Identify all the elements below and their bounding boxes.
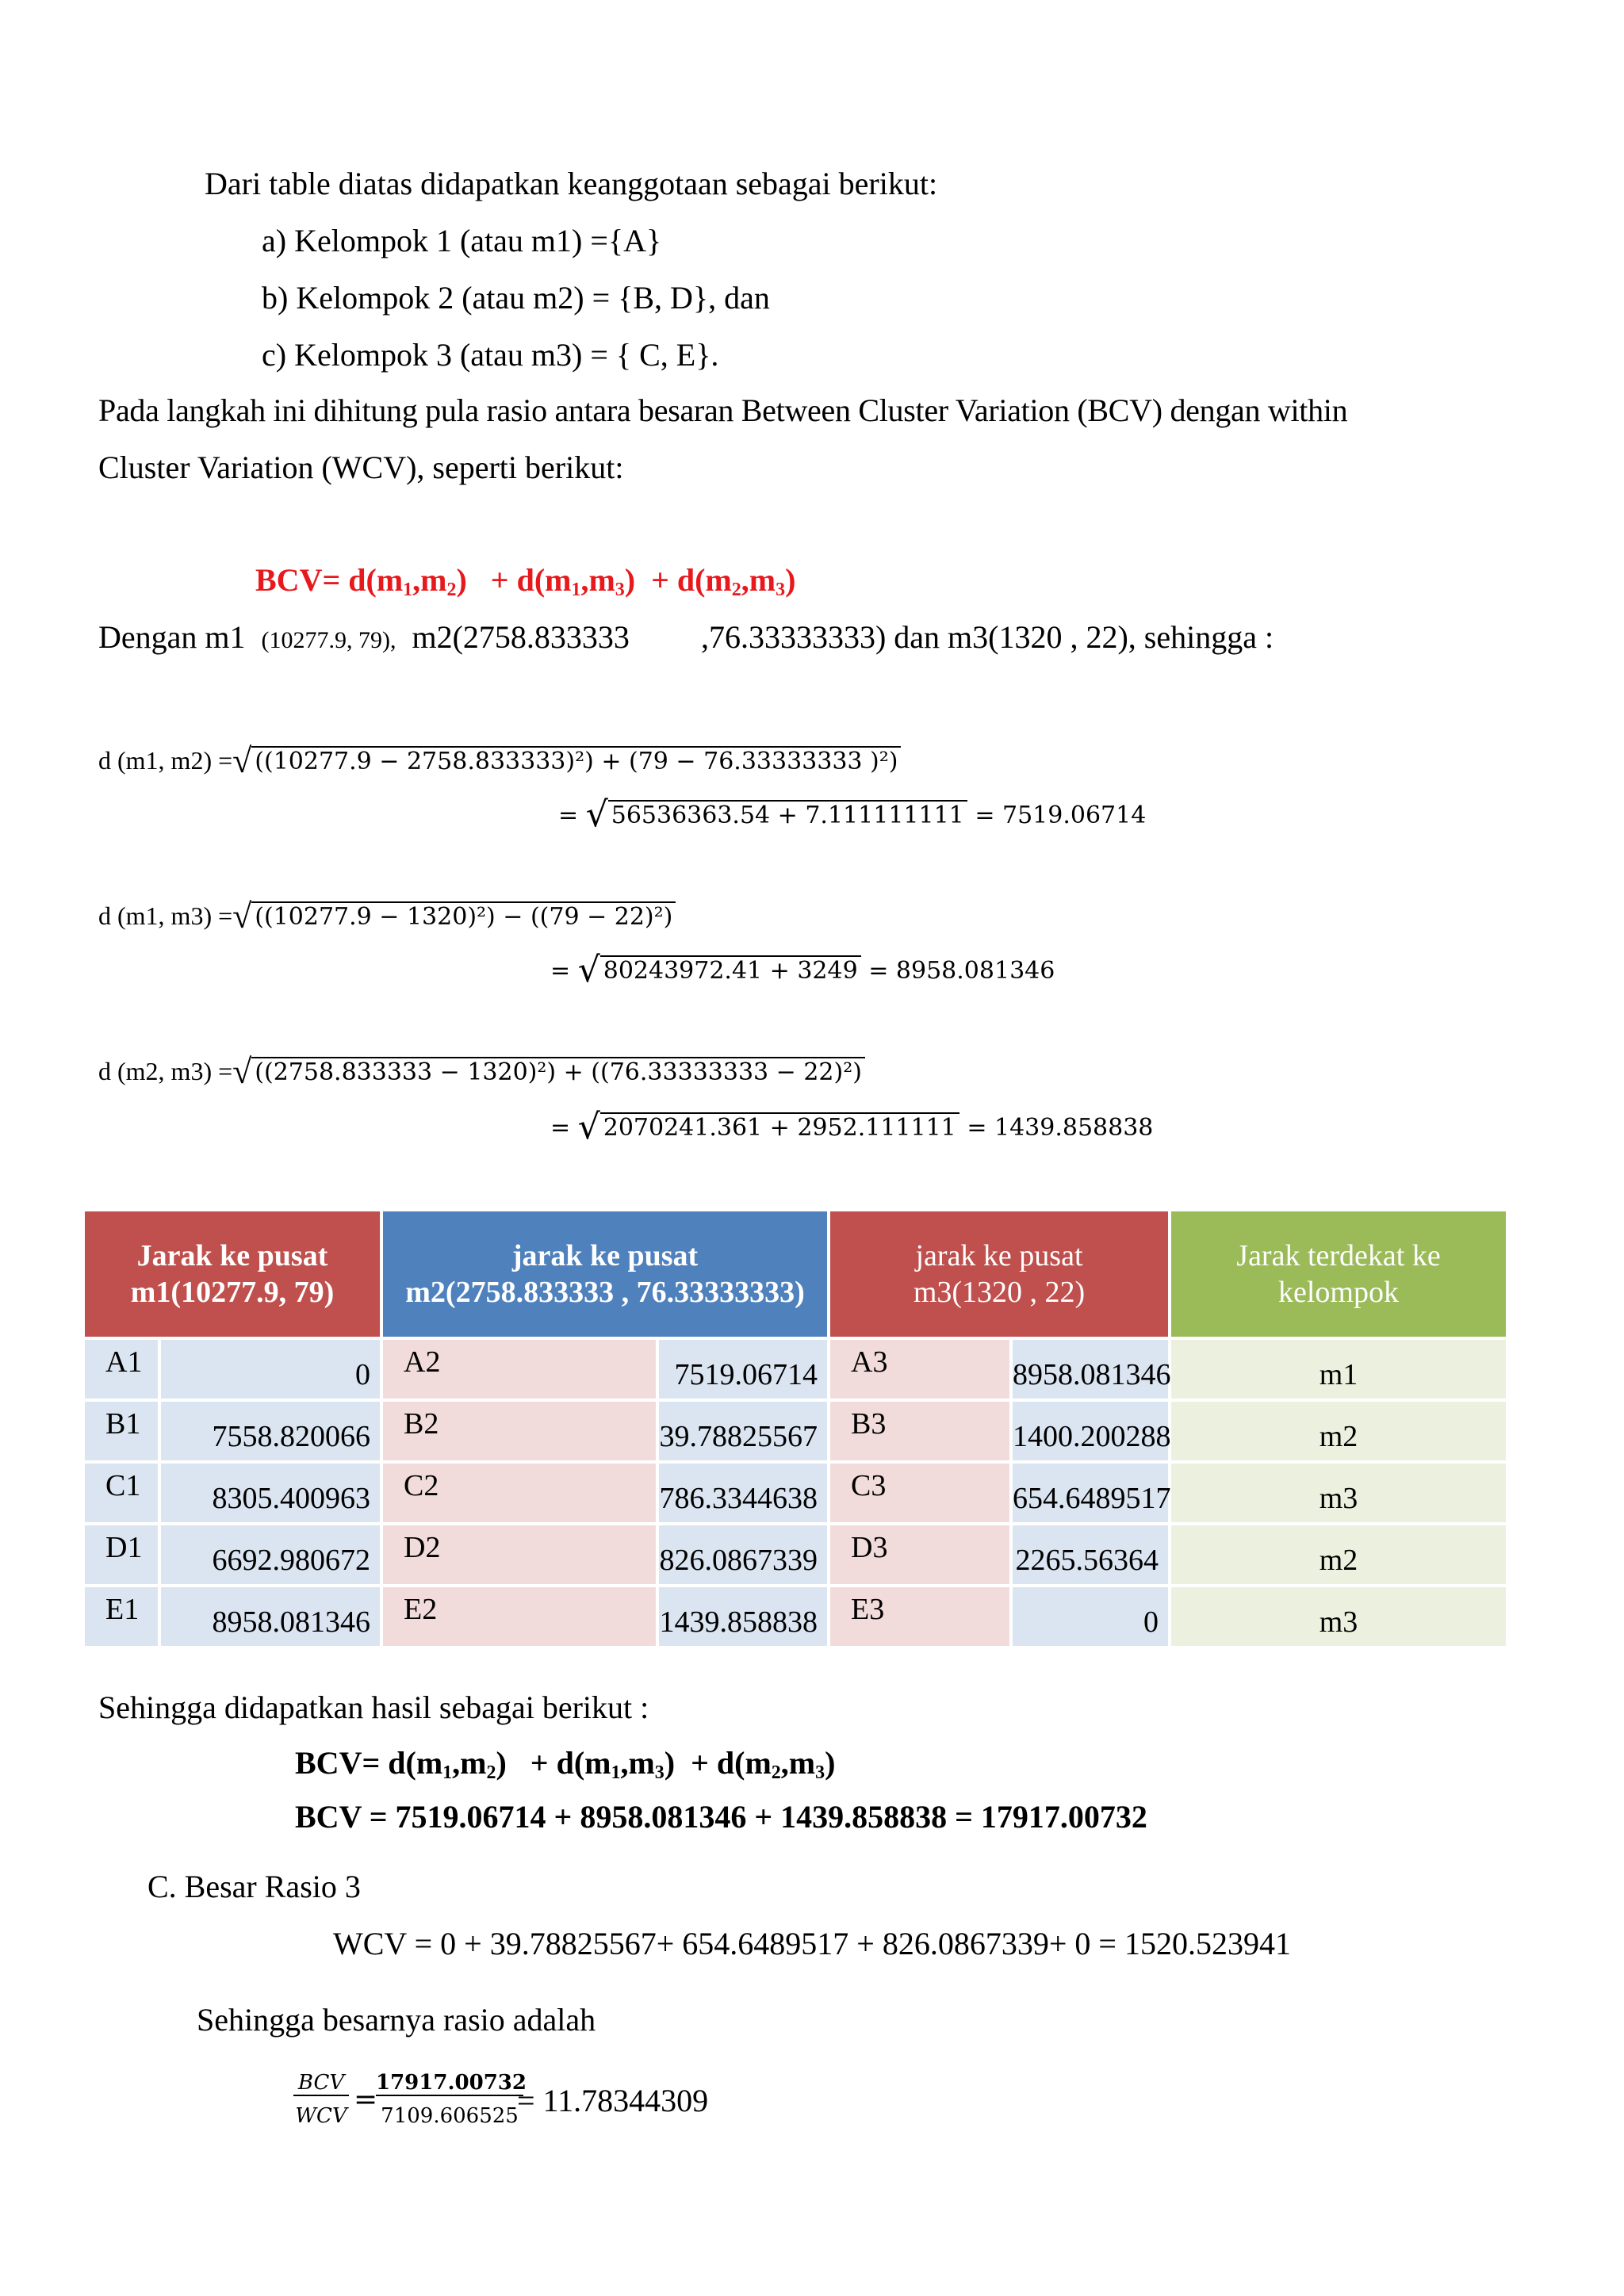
distance-value: 826.0867339 — [659, 1525, 827, 1584]
row-label: A2 — [383, 1340, 656, 1399]
bcv-formula-red: $BCV= d(m_1,m_2) + d(m_1,m_3) + d(m_2,m_3)$ — [255, 562, 796, 600]
distance-result: = √ 80243972.41 + 3249 = 8958.081346 — [550, 950, 1055, 990]
list-item: b) Kelompok 2 (atau m2) = {B, D}, dan — [262, 280, 770, 316]
cluster-value: m2 — [1171, 1402, 1506, 1460]
frac-numerator-label: BCV — [293, 2071, 349, 2096]
list-item: a) Kelompok 1 (atau m1) ={A} — [262, 223, 662, 258]
distance-value: 8958.081346 — [1013, 1340, 1168, 1399]
frac-denominator-label: WCV — [295, 2104, 347, 2128]
bcv-formula: $BCV= d(m_1,m_2) + d(m_1,m_3) + d(m_2,m_3)$ — [295, 1745, 836, 1783]
distance-value: 7519.06714 — [659, 1340, 827, 1399]
rasio-line: Sehingga besarnya rasio adalah — [197, 2002, 596, 2038]
row-label: C3 — [830, 1464, 1009, 1522]
equals-sign: = — [354, 2084, 378, 2116]
intro-line: Dari table diatas didapatkan keanggotaan sebagai berikut: — [205, 166, 938, 201]
distance-label: d (m1, m3) =√ ((10277.9 − 1320)²) − ((79 − 22)²) — [98, 901, 676, 932]
table-header: jarak ke pusat m3(1320 , 22) — [830, 1211, 1168, 1337]
row-label: A3 — [830, 1340, 1009, 1399]
distance-value: 1400.200288 — [1013, 1402, 1168, 1460]
row-label: B1 — [85, 1402, 158, 1460]
distance-value: 39.78825567 — [659, 1402, 827, 1460]
row-label: D3 — [830, 1525, 1009, 1584]
row-label: E2 — [383, 1587, 656, 1646]
section-title: C. Besar Rasio 3 — [147, 1869, 361, 1904]
distance-value: 0 — [1013, 1587, 1168, 1646]
distance-value: 786.3344638 — [659, 1464, 827, 1522]
distance-value: 0 — [161, 1340, 380, 1399]
cluster-value: m3 — [1171, 1464, 1506, 1522]
row-label: E1 — [85, 1587, 158, 1646]
bcv-sum: BCV = 7519.06714 + 8958.081346 + 1439.858838 = 17917.00732 — [295, 1799, 1147, 1835]
table-header: jarak ke pusat m2(2758.833333 , 76.33333333) — [383, 1211, 827, 1337]
distance-value: 8958.081346 — [161, 1587, 380, 1646]
distance-label: d (m2, m3) =√ ((2758.833333 − 1320)²) + ((76.33333333 − 22)²) — [98, 1056, 865, 1088]
wcv-line: WCV = 0 + 39.78825567+ 654.6489517 + 826.0867339+ 0 = 1520.523941 — [333, 1926, 1291, 1961]
row-label: B3 — [830, 1402, 1009, 1460]
paragraph: Pada langkah ini dihitung pula rasio antara besaran Between Cluster Variation (BCV) dengan within — [98, 392, 1348, 428]
paragraph: Cluster Variation (WCV), seperti berikut: — [98, 450, 624, 485]
row-label: D1 — [85, 1525, 158, 1584]
distance-value: 1439.858838 — [659, 1587, 827, 1646]
distance-value: 6692.980672 — [161, 1525, 380, 1584]
frac-denominator-value: 7109.606525 — [381, 2104, 519, 2128]
result-line: Sehingga didapatkan hasil sebagai berikut : — [98, 1689, 649, 1725]
distance-value: 8305.400963 — [161, 1464, 380, 1522]
row-label: E3 — [830, 1587, 1009, 1646]
row-label: B2 — [383, 1402, 656, 1460]
frac-numerator-value: 17917.00732 — [376, 2071, 527, 2095]
distance-value: 654.6489517 — [1013, 1464, 1168, 1522]
list-item: c) Kelompok 3 (atau m3) = { C, E}. — [262, 337, 719, 373]
distance-result: = √ 56536363.54 + 7.111111111 = 7519.06714 — [558, 794, 1147, 835]
distance-label: d (m1, m2) =√ ((10277.9 − 2758.833333)²) + (79 − 76.33333333 )²) — [98, 745, 901, 777]
table-header: Jarak terdekat ke kelompok — [1171, 1211, 1506, 1337]
row-label: A1 — [85, 1340, 158, 1399]
row-label: C2 — [383, 1464, 656, 1522]
cluster-value: m2 — [1171, 1525, 1506, 1584]
dengan-line: Dengan m1 (10277.9, 79), m2(2758.833333 ,76.33333333) dan m3(1320 , 22), sehingga : — [98, 619, 1274, 655]
row-label: C1 — [85, 1464, 158, 1522]
distance-value: 2265.56364 — [1013, 1525, 1168, 1584]
table-header: Jarak ke pusat m1(10277.9, 79) — [85, 1211, 380, 1337]
distance-result: = √ 2070241.361 + 2952.111111 = 1439.858838 — [550, 1107, 1154, 1147]
distance-value: 7558.820066 — [161, 1402, 380, 1460]
cluster-value: m1 — [1171, 1340, 1506, 1399]
frac-result: = 11.78344309 — [517, 2083, 709, 2118]
cluster-value: m3 — [1171, 1587, 1506, 1646]
row-label: D2 — [383, 1525, 656, 1584]
